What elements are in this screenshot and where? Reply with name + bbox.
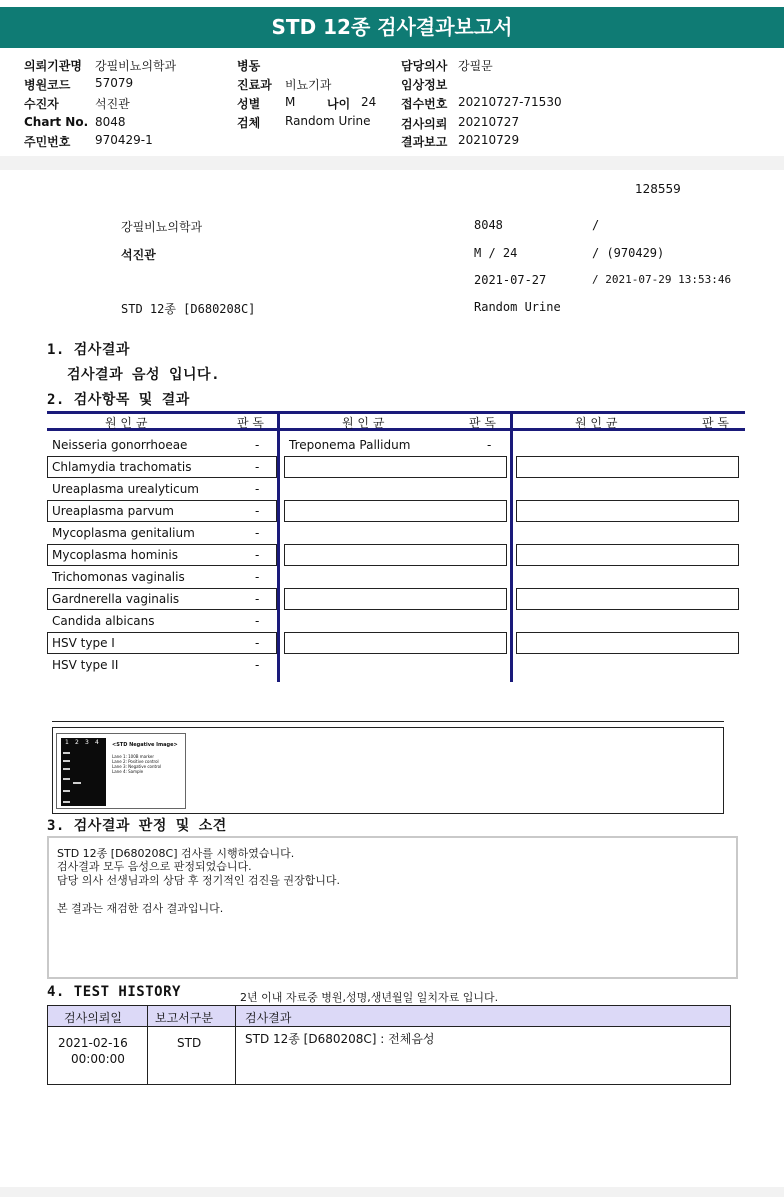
history-table <box>47 1005 731 1085</box>
pathogen-result: - <box>255 460 260 474</box>
column-divider <box>277 411 280 682</box>
footer-band <box>0 1187 784 1197</box>
gel-image-title: <STD Negative Image> <box>112 742 178 748</box>
header-label: 임상정보 <box>401 78 448 92</box>
header-label: 진료과 <box>237 78 272 92</box>
opinion-line: STD 12종 [D680208C] 검사를 시행하였습니다. <box>57 847 295 860</box>
header-separator <box>0 156 784 170</box>
result-row-box <box>284 456 507 478</box>
header-label: 병원코드 <box>24 78 71 92</box>
header-label: 담당의사 <box>401 59 448 73</box>
pathogen-result: - <box>255 614 260 628</box>
summary-slash: / <box>592 218 600 232</box>
gel-lanes <box>61 738 106 806</box>
pathogen-name: Treponema Pallidum <box>289 438 411 452</box>
history-type: STD <box>177 1036 202 1050</box>
pathogen-result: - <box>255 570 260 584</box>
lane-number: 3 <box>85 739 89 746</box>
gel-legend-item: Lane 2: Positive control <box>112 759 159 764</box>
gel-legend-item: Lane 4: Sample <box>112 769 144 774</box>
header-value: 20210727-71530 <box>458 95 562 109</box>
divider-line <box>52 721 724 722</box>
results-table-header <box>47 411 745 431</box>
gel-band <box>63 768 70 770</box>
header-value: 강필문 <box>458 59 493 73</box>
header-value: 석진관 <box>95 97 130 111</box>
lane-number: 1 <box>65 739 69 746</box>
pathogen-name: Gardnerella vaginalis <box>52 592 180 606</box>
header-label: 병동 <box>237 59 261 73</box>
header-label: 검사의뢰 <box>401 117 448 131</box>
pathogen-result: - <box>255 636 260 650</box>
header-value: 8048 <box>95 115 126 129</box>
gel-band <box>63 760 70 762</box>
history-date: 2021-02-16 <box>58 1036 128 1050</box>
history-note: 2년 이내 자료중 병원,성명,생년월일 일치자료 입니다. <box>240 991 499 1004</box>
lane-number: 2 <box>75 739 79 746</box>
pathogen-result: - <box>255 504 260 518</box>
history-header-result: 검사결과 <box>245 1011 292 1025</box>
header-label: 접수번호 <box>401 97 448 111</box>
result-row-box <box>516 632 739 654</box>
result-row-box <box>516 500 739 522</box>
history-result: STD 12종 [D680208C] : 전체음성 <box>245 1032 435 1046</box>
summary-birth: / (970429) <box>592 246 665 260</box>
summary-report-date: / 2021-07-29 13:53:46 <box>592 273 732 286</box>
header-value: Random Urine <box>285 114 371 128</box>
header-value: 강필비뇨의학과 <box>95 59 177 73</box>
col-header-pathogen: 원 인 균 <box>575 416 618 430</box>
pathogen-name: Candida albicans <box>52 614 155 628</box>
summary-sex-age: M / 24 <box>474 246 518 260</box>
pathogen-result: - <box>255 526 260 540</box>
result-row-box <box>516 456 739 478</box>
gel-band <box>73 782 81 784</box>
result-row-box <box>516 544 739 566</box>
result-row-box <box>284 632 507 654</box>
opinion-box <box>47 836 738 979</box>
gel-legend-item: Lane 3: Negative control <box>112 764 162 769</box>
header-label: 결과보고 <box>401 135 448 149</box>
header-label: 성별 <box>237 97 261 111</box>
pathogen-result: - <box>255 592 260 606</box>
pathogen-name: Neisseria gonorrhoeae <box>52 438 188 452</box>
history-header-date: 검사의뢰일 <box>64 1011 122 1025</box>
col-header-pathogen: 원 인 균 <box>342 416 385 430</box>
col-header-pathogen: 원 인 균 <box>105 416 148 430</box>
gel-image-frame <box>52 727 724 814</box>
pathogen-result: - <box>255 658 260 672</box>
history-time: 00:00:00 <box>71 1052 125 1066</box>
section-title: 4. TEST HISTORY <box>47 984 181 1000</box>
document-number: 128559 <box>635 182 681 196</box>
result-row-box <box>284 588 507 610</box>
opinion-line: 본 결과는 재검한 검사 결과입니다. <box>57 902 224 915</box>
result-row-box <box>516 588 739 610</box>
header-label: 의뢰기관명 <box>24 59 82 73</box>
col-header-result: 판 독 <box>469 416 496 430</box>
header-value: 20210727 <box>458 115 520 129</box>
pathogen-result: - <box>487 438 492 452</box>
header-value: 57079 <box>95 76 134 90</box>
history-header-type: 보고서구분 <box>155 1011 213 1025</box>
section-title: 2. 검사항목 및 결과 <box>47 392 190 408</box>
report-title: STD 12종 검사결과보고서 <box>0 7 784 48</box>
summary-test: STD 12종 [D680208C] <box>121 302 256 316</box>
summary-request-date: 2021-07-27 <box>474 273 547 287</box>
lane-number: 4 <box>95 739 99 746</box>
result-row-box <box>284 500 507 522</box>
pathogen-name: Chlamydia trachomatis <box>52 460 192 474</box>
section-title: 3. 검사결과 판정 및 소견 <box>47 818 227 834</box>
pathogen-name: Mycoplasma hominis <box>52 548 178 562</box>
gel-band <box>63 752 70 754</box>
column-divider <box>510 411 513 682</box>
gel-band <box>63 801 70 803</box>
pathogen-result: - <box>255 482 260 496</box>
col-header-result: 판 독 <box>702 416 729 430</box>
pathogen-result: - <box>255 548 260 562</box>
pathogen-result: - <box>255 438 260 452</box>
header-label: 나이 <box>327 97 351 111</box>
gel-electrophoresis-image <box>56 733 186 809</box>
gel-legend-item: Lane 1: 100B marker <box>112 754 155 759</box>
pathogen-name: Trichomonas vaginalis <box>52 570 185 584</box>
pathogen-name: HSV type I <box>52 636 115 650</box>
result-row-box <box>284 544 507 566</box>
header-label: 검체 <box>237 116 261 130</box>
col-header-result: 판 독 <box>237 416 264 430</box>
header-label: Chart No. <box>24 115 89 129</box>
header-value: 20210729 <box>458 133 520 147</box>
pathogen-name: Ureaplasma parvum <box>52 504 174 518</box>
summary-hospital: 강필비뇨의학과 <box>121 220 203 234</box>
summary-specimen: Random Urine <box>474 300 561 314</box>
summary-patient: 석진관 <box>121 248 156 262</box>
header-value: 비뇨기과 <box>285 78 332 92</box>
opinion-line: 담당 의사 선생님과의 상담 후 정기적인 검진을 권장합니다. <box>57 874 340 887</box>
pathogen-name: HSV type II <box>52 658 119 672</box>
opinion-line: 검사결과 모두 음성으로 판정되었습니다. <box>57 860 252 873</box>
pathogen-name: Mycoplasma genitalium <box>52 526 195 540</box>
header-label: 주민번호 <box>24 135 71 149</box>
report-header <box>0 48 784 152</box>
header-label: 수진자 <box>24 97 59 111</box>
overall-result: 검사결과 음성 입니다. <box>67 367 221 383</box>
section-title: 1. 검사결과 <box>47 342 130 358</box>
gel-band <box>63 790 70 792</box>
gel-band <box>63 778 70 780</box>
header-value: 24 <box>361 95 377 109</box>
pathogen-name: Ureaplasma urealyticum <box>52 482 199 496</box>
header-value: M <box>285 95 296 109</box>
summary-chart: 8048 <box>474 218 503 232</box>
header-value: 970429-1 <box>95 133 153 147</box>
